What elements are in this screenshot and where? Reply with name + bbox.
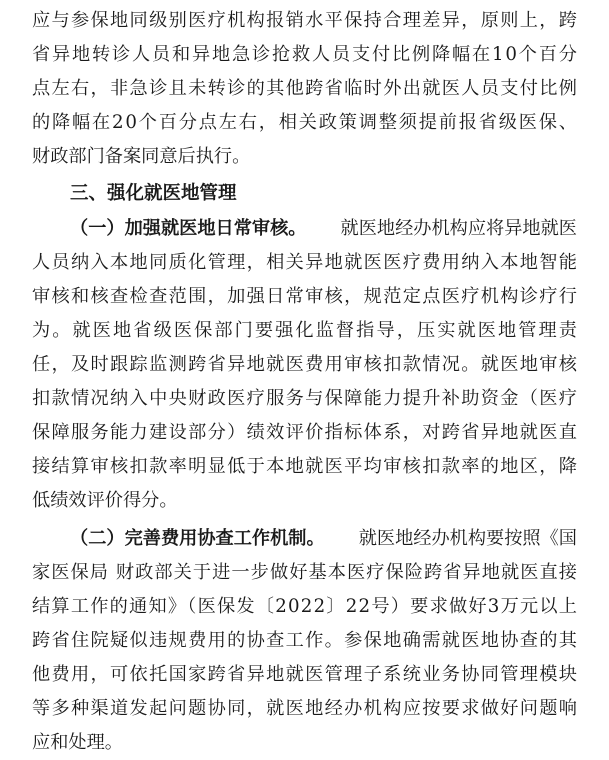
text-line-content: 应和处理。: [32, 732, 123, 753]
text-line: [32, 4, 577, 38]
text-line-content: 财政部门备案同意后执行。: [32, 146, 251, 167]
text-line-content: 点左右，非急诊且未转诊的其他跨省临时外出就医人员支付比例: [32, 78, 579, 99]
text-line-content: 保障服务能力建设部分）绩效评价指标体系，对跨省异地就医直: [32, 422, 579, 443]
text-line-content: 就医地经办机构要按照《国: [358, 528, 577, 549]
text-line: [32, 72, 577, 106]
text-line: [32, 212, 577, 246]
text-line-content: 接结算审核扣款率明显低于本地就医平均审核扣款率的地区，降: [32, 456, 579, 477]
text-line: [32, 416, 577, 450]
text-line-content: 结算工作的通知》（医保发〔2022〕22号）要求做好3万元以上: [32, 596, 579, 617]
paragraph-daily-review: [32, 212, 580, 518]
text-line: [32, 382, 577, 416]
text-line-content: 人员纳入本地同质化管理，相关异地就医医疗费用纳入本地智能: [32, 252, 579, 273]
text-line: [32, 314, 580, 348]
text-line: [32, 140, 577, 174]
text-line-content: 的降幅在20个百分点左右，相关政策调整须提前报省级医保、: [32, 112, 579, 133]
text-line-content: 任，及时跟踪监测跨省异地就医费用审核扣款情况。就医地审核: [32, 354, 579, 375]
text-line: [32, 726, 577, 760]
text-line-content: 家医保局 财政部关于进一步做好基本医疗保险跨省异地就医直接: [32, 562, 579, 583]
text-line: [32, 450, 577, 484]
text-line: [32, 522, 577, 556]
paragraph-cost-investigation: [32, 522, 577, 760]
text-line: [32, 624, 577, 658]
text-line: [32, 658, 577, 692]
text-line: [32, 484, 577, 518]
text-line: [32, 106, 577, 140]
text-line: [32, 348, 577, 382]
text-line-content: 跨省住院疑似违规费用的协查工作。参保地确需就医地协查的其: [32, 630, 579, 651]
subsection-heading: （一）加强就医地日常审核。: [70, 218, 307, 239]
subsection-heading: （二）完善费用协查工作机制。: [70, 528, 325, 549]
text-line: [32, 38, 577, 72]
text-line-content: 他费用，可依托国家跨省异地就医管理子系统业务协同管理模块: [32, 664, 579, 685]
text-line-content: 低绩效评价得分。: [32, 490, 178, 511]
text-line-content: 为。就医地省级医保部门要强化监督指导，压实就医地管理责: [32, 320, 580, 341]
text-line-content: 省异地转诊人员和异地急诊抢救人员支付比例降幅在10个百分: [32, 44, 579, 65]
text-line: [32, 556, 577, 590]
text-line-content: 应与参保地同级别医疗机构报销水平保持合理差异，原则上，跨: [32, 10, 579, 31]
section-heading: 三、强化就医地管理: [70, 183, 237, 204]
text-line: [32, 590, 577, 624]
text-line: [32, 692, 577, 726]
paragraph-reimbursement-policy: [32, 4, 577, 174]
text-line: [32, 280, 577, 314]
text-line: [32, 246, 577, 280]
text-line-content: 审核和核查检查范围，加强日常审核，规范定点医疗机构诊疗行: [32, 286, 579, 307]
text-line-content: 扣款情况纳入中央财政医疗服务与保障能力提升补助资金（医疗: [32, 388, 579, 409]
text-line-content: 等多种渠道发起问题协同，就医地经办机构应按要求做好问题响: [32, 698, 579, 719]
text-line-content: 就医地经办机构应将异地就医: [340, 218, 577, 239]
